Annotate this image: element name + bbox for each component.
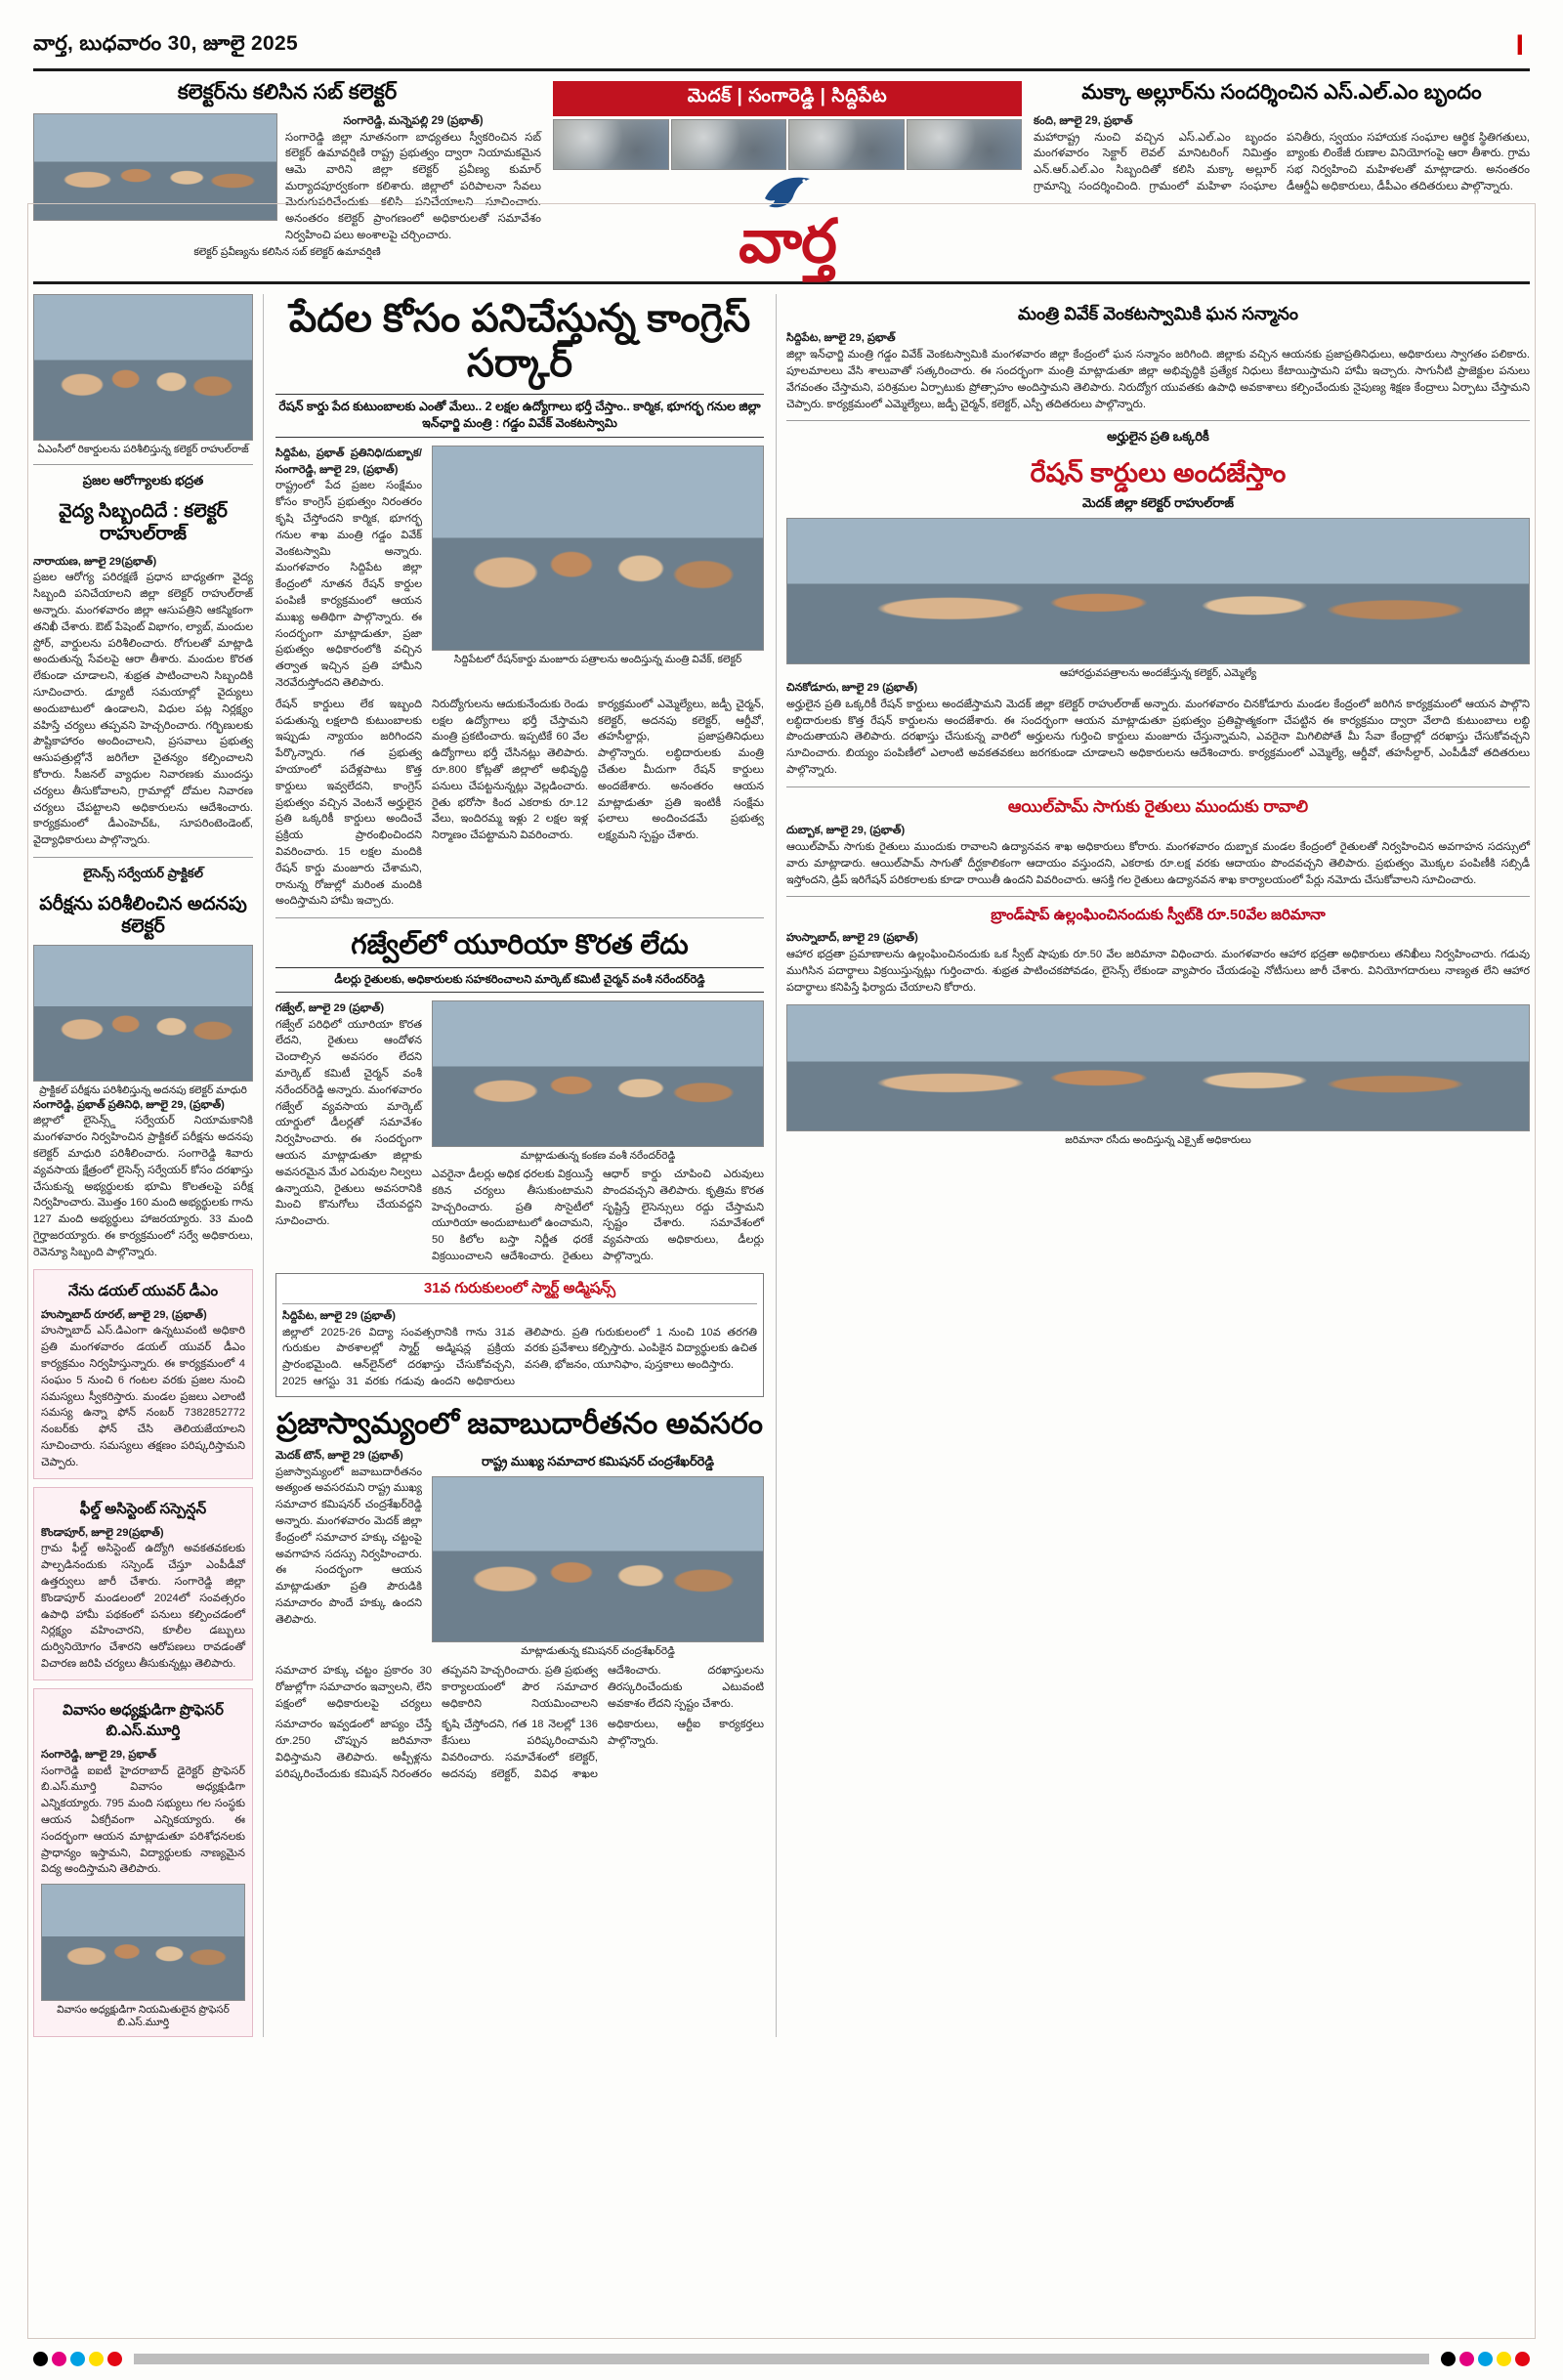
left-kicker-2: లైసెన్స్ సర్వేయర్ ప్రాక్టికల్ bbox=[83, 865, 203, 880]
left-dateline-1: నారాయణ, జూలై 29(ప్రభాత్) bbox=[33, 555, 157, 568]
right-dateline-1: సిద్దిపేట, జూలై 29, ప్రభాత్ bbox=[786, 332, 896, 345]
landmark-thumb-2 bbox=[671, 119, 787, 170]
left-kicker-5: వివాసం అధ్యక్షుడిగా ప్రొఫెసర్ బి.ఎస్.మూర్తి bbox=[63, 1701, 224, 1739]
right-dateline-3: దుబ్బాక, జూలై 29, (ప్రభాత్) bbox=[786, 825, 906, 837]
democracy-headline: ప్రజాస్వామ్యంలో జవాబుదారీతనం అవసరం bbox=[276, 1407, 763, 1440]
right-kicker-2: అర్హులైన ప్రతి ఒక్కరికీ bbox=[1107, 429, 1209, 445]
collector-office-interior-photo bbox=[33, 294, 253, 441]
box-body: జిల్లాలో 2025-26 విద్యా సంవత్సరానికి గాను 31వ గురుకుల పాఠశాలల్లో స్మార్ట్ అడ్మిషన్ల ప్రక్రియ ప్రారంభమైంది. ఆన్‌లైన్‌లో దరఖాస్తు చేసుకోవచ్చని, 2025 ఆగస్టు 31 వరకు గడువు ఉందని అధికారులు తెలిపారు. ప్రతి గురుకులంలో 1 నుంచి 10వ తరగతి వరకు ప్రవేశాలు కల్పిస్తారు. ఎంపికైన విద్యార్థులకు ఉచిత వసతి, భోజనం, యూనిఫాం, పుస్తకాలు అందిస్తారు. bbox=[282, 1326, 757, 1387]
reg-gray-bar bbox=[134, 2354, 1429, 2364]
left-body-2: జిల్లాలో లైసెన్స్డ్ సర్వేయర్ నియామకానికి మంగళవారం నిర్వహించిన ప్రాక్టికల్ పరీక్షను అదనపు కలెక్టర్ మాధురి పరిశీలించారు. సంగారెడ్డి శివారు వ్యవసాయ క్షేత్రంలో లైసెన్స్ సర్వేయర్ కోసం దరఖాస్తు చేసుకున్న అభ్యర్థులకు భూమి కొలతలపై పరీక్ష నిర్వహించారు. మొత్తం 160 మంది అభ్యర్థులకు గాను 127 మంది అభ్యర్థులు హాజరయ్యారు. 33 మంది గైర్హాజరయ్యారు. ఈ కార్యక్రమంలో సర్వే అధికారులు, రెవెన్యూ సిబ్బంది పాల్గొన్నారు. bbox=[33, 1115, 253, 1258]
reg-dot-red bbox=[107, 2352, 122, 2366]
left-caption-1: ఏఎంసీలో రికార్డులను పరిశీలిస్తున్న కలెక్టర్ రాహుల్‌రాజ్ bbox=[37, 443, 249, 455]
main-content bbox=[33, 294, 1530, 2038]
reg-dot-black bbox=[33, 2352, 48, 2366]
felicitation-group-photo bbox=[41, 1884, 245, 2001]
box-headline: 31వ గురుకులంలో స్మార్ట్ అడ్మిషన్స్ bbox=[282, 1280, 757, 1304]
left-dateline-4: కొండాపూర్, జూలై 29(ప్రభాత్) bbox=[41, 1526, 164, 1539]
left-head-2: పరీక్షను పరిశీలించిన అదనపు కలెక్టర్ bbox=[39, 893, 247, 937]
middle-column bbox=[275, 294, 764, 2038]
header-right-story bbox=[1034, 81, 1530, 272]
header-left-body: సంగారెడ్డి జిల్లా నూతనంగా బాధ్యతలు స్వీకరించిన సబ్ కలెక్టర్ ఉమావర్షిణి రాష్ట్ర ప్రభుత్వం ద్వారా నియామకమైన ఆమె వారిని జిల్లా కలెక్టర్ ప్రవీణ్య కుమార్ మర్యాదపూర్వకంగా కలిశారు. జిల్లాలో పరిపాలనా సేవలు మెరుగుపరిచేందుకు కలిసి పనిచేయాలని సూచించారు. అనంతరం కలెక్టర్ ప్రాంగణంలో అధికారులతో సమావేశం నిర్వహించి పలు అంశాలపై చర్చించారు. bbox=[285, 131, 541, 241]
dove-icon bbox=[761, 173, 814, 212]
democracy-body-3: సమాచారం ఇవ్వడంలో జాప్యం చేస్తే రూ.250 చొప్పున జరిమానా విధిస్తామని తెలిపారు. అప్పీళ్లను పరిష్కరించేందుకు కమిషన్ నిరంతరం కృషి చేస్తోందని, గత 18 నెలల్లో 136 కేసులు పరిష్కరించామని వివరించారు. సమావేశంలో కలెక్టర్, అదనపు కలెక్టర్, వివిధ శాఖల అధికారులు, ఆర్టీఐ కార్యకర్తలు పాల్గొన్నారు. bbox=[275, 1719, 764, 1780]
reg-dot-cyan-2 bbox=[1478, 2352, 1493, 2366]
header-right-body: మహారాష్ట్ర నుంచి వచ్చిన ఎస్.ఎల్.ఎం బృందం మంగళవారం సెక్టార్ లెవల్ మానిటరింగ్ నిమిత్తం ఎన్.ఆర్.ఎల్.ఎం సిబ్బందితో కలిసి మక్కా అల్లూర్ గ్రామాన్ని సందర్శించింది. గ్రామంలో మహిళా సంఘాల పనితీరు, స్వయం సహాయక సంఘాల ఆర్థిక స్థితిగతులు, బ్యాంకు లింకేజీ రుణాల వినియోగంపై ఆరా తీశారు. గ్రామ సభ నిర్వహించి మహిళలతో మాట్లాడారు. అనంతరం డీఆర్డీఏ అధికారులు, డీపీఎం తదితరులు పాల్గొన్నారు. bbox=[1034, 131, 1530, 192]
right-head-2: రేషన్ కార్డులు అందజేస్తాం bbox=[1030, 458, 1287, 489]
left-brief-2 bbox=[33, 1487, 253, 1680]
header-left-caption: కలెక్టర్ ప్రవీణ్యను కలిసిన సబ్ కలెక్టర్ ఉమావర్షిణి bbox=[193, 246, 381, 259]
lead-subhead: రేషన్ కార్డు పేద కుటుంబాలకు ఎంతో మేలు.. 2 లక్షల ఉద్యోగాలు భర్తీ చేస్తాం.. కార్మిక, భూగర్భ గనుల జిల్లా ఇన్‌ఛార్జి మంత్రి : గడ్డం వివేక్ వెంకటస్వామి bbox=[275, 394, 764, 438]
left-caption-3: వివాసం అధ్యక్షుడిగా నియమితులైన ప్రొఫెసర్ బి.ఎస్.మూర్తి bbox=[57, 2004, 230, 2029]
lead-text-2: రేషన్ కార్డులు లేక ఇబ్బంది పడుతున్న లక్షలాది కుటుంబాలకు ఇప్పుడు న్యాయం జరిగిందని పేర్కొన్నారు. గత ప్రభుత్వ హయాంలో పదేళ్లపాటు కొత్త కార్డులు ఇవ్వలేదని, కాంగ్రెస్ ప్రభుత్వం వచ్చిన వెంటనే అర్హులైన ప్రతి ఒక్కరికీ కార్డులు అందించే ప్రక్రియ ప్రారంభించిందని వివరించారు. 15 లక్షల మందికి రేషన్ కార్డు మంజూరు చేశామని, రానున్న రోజుల్లో మరింత మందికి అందిస్తామని హామీ ఇచ్చారు. bbox=[275, 698, 422, 908]
nameplate-districts: మెదక్ | సంగారెడ్డి | సిద్దిపేట bbox=[553, 81, 1022, 116]
right-caption-4: జరిమానా రసీదు అందిస్తున్న ఎక్సైజ్ అధికారులు bbox=[1065, 1133, 1251, 1146]
survey-exam-inspection-photo bbox=[33, 945, 253, 1082]
header-right-dateline: కంది, జూలై 29, ప్రభాత్ bbox=[1034, 115, 1133, 127]
lead-text-3: నిరుద్యోగులను ఆదుకునేందుకు రెండు లక్షల ఉద్యోగాలు భర్తీ చేస్తామని మంత్రి ప్రకటించారు. ఇప్పటికే 60 వేల ఉద్యోగాలు భర్తీ చేసినట్లు తెలిపారు. రూ.800 కోట్లతో జిల్లాలో అభివృద్ధి పనులు చేపట్టనున్నట్లు వెల్లడించారు. రైతు భరోసా కింద ఎకరాకు రూ.12 వేలు, ఇందిరమ్మ ఇళ్లు 2 లక్షల ఇళ్ల నిర్మాణం చేపట్టామని వివరించారు. bbox=[432, 698, 588, 842]
press-conference-dais-photo bbox=[432, 1476, 764, 1642]
left-head-1: వైద్య సిబ్బందిదే : కలెక్టర్ రాహుల్‌రాజ్ bbox=[59, 501, 228, 544]
lead-text-4: కార్యక్రమంలో ఎమ్మెల్యేలు, జడ్పీ చైర్మన్, కలెక్టర్, అదనపు కలెక్టర్, ఆర్డీవో, తహసీల్దార్లు, ప్రజాప్రతినిధులు పాల్గొన్నారు. లబ్ధిదారులకు మంత్రి చేతుల మీదుగా రేషన్ కార్డులు అందజేశారు. అనంతరం ఆయన మాట్లాడుతూ ప్రతి ఇంటికీ సంక్షేమ ఫలాలు అందించడమే ప్రభుత్వ లక్ష్యమని స్పష్టం చేశారు. bbox=[598, 698, 764, 842]
shop-inspection-photo bbox=[786, 1004, 1530, 1131]
left-dateline-3: హుస్నాబాద్ రూరల్, జూలై 29, (ప్రభాత్) bbox=[41, 1308, 207, 1321]
urea-dateline: గజ్వేల్, జూలై 29 (ప్రభాత్) bbox=[275, 1001, 385, 1014]
color-registration-bar bbox=[33, 2352, 1530, 2366]
landmark-thumb-3 bbox=[788, 119, 905, 170]
left-body-4: గ్రామ ఫీల్డ్ అసిస్టెంట్ ఉద్యోగి అవకతవకలకు పాల్పడినందుకు సస్పెండ్ చేస్తూ ఎంపీడీవో ఉత్తర్వులు జారీ చేశారు. సంగారెడ్డి జిల్లా కొండాపూర్ మండలంలో 2024లో సంవత్సరం ఉపాధి హామీ పథకంలో పనులు కల్పించడంలో నిర్లక్ష్యం వహించారని, కూలీల డబ్బులు దుర్వినియోగం చేశారని ఆరోపణలు రావడంతో విచారణ జరిపి చర్యలు తీసుకున్నట్లు తెలిపారు. bbox=[41, 1543, 245, 1670]
minister-distributing-ration-cards bbox=[432, 446, 764, 651]
reg-dot-yellow bbox=[89, 2352, 104, 2366]
header-right-title: మక్కా అల్లూర్‌ను సందర్శించిన ఎస్.ఎల్.ఎం బృందం bbox=[1081, 81, 1482, 104]
left-kicker-4: ఫీల్డ్ అసిస్టెంట్ సస్పెన్షన్ bbox=[79, 1500, 207, 1517]
right-dateline-4: హుస్నాబాద్, జూలై 29 (ప్రభాత్) bbox=[786, 932, 918, 945]
left-caption-2: ప్రాక్టికల్ పరీక్షను పరిశీలిస్తున్న అదనపు కలెక్టర్ మాధురి bbox=[39, 1084, 247, 1096]
democracy-caption: మాట్లాడుతున్న కమిషనర్ చంద్రశేఖర్‌రెడ్డి bbox=[521, 1644, 675, 1657]
left-body-3: హుస్నాబాద్ ఎస్.డిఎంగా ఉన్నటువంటి అధికారి ప్రతి మంగళవారం డయల్ యువర్ డీఎం కార్యక్రమం నిర్వహిస్తున్నారు. ఈ కార్యక్రమంలో 4 సంఘం 5 నుంచి 6 గంటల వరకు ప్రజల నుంచి సమస్యలు స్వీకరిస్తారు. మండల ప్రజలు ఎలాంటి సమస్య ఉన్నా ఫోన్ నంబర్ 7382852772 నంబర్‌కు ఫోన్ చేసి తెలియజేయాలని సూచించారు. సమస్యలు తక్షణం పరిష్కరిస్తామని చెప్పారు. bbox=[41, 1325, 245, 1468]
left-body-1: ప్రజల ఆరోగ్య పరిరక్షణే ప్రధాన బాధ్యతగా వైద్య సిబ్బంది పనిచేయాలని జిల్లా కలెక్టర్ రాహుల్‌రాజ్ అన్నారు. మంగళవారం జిల్లా ఆసుపత్రిని ఆకస్మికంగా తనిఖీ చేశారు. ఔట్ పేషెంట్ విభాగం, ల్యాబ్, మందుల స్టోర్, వార్డులను పరిశీలించారు. రోగులతో మాట్లాడి అందుతున్న సేవలపై ఆరా తీశారు. మందుల కొరత లేకుండా చూడాలని, శుభ్రత పాటించాలని సిబ్బందికి సూచించారు. డ్యూటీ సమయాల్లో వైద్యులు అందుబాటులో ఉండాలని, విధుల పట్ల నిర్లక్ష్యం వహిస్తే చర్యలు తప్పవని హెచ్చరించారు. గర్భిణులకు పౌష్టికాహారం అందించాలని, ప్రసవాలు ప్రభుత్వ ఆసుపత్రుల్లోనే జరిగేలా చైతన్యం కల్పించాలని కోరారు. సీజనల్ వ్యాధుల నివారణకు ముందస్తు చర్యలు తీసుకోవాలని, గ్రామాల్లో దోమల నివారణ చర్యలు చేపట్టాలని అధికారులను ఆదేశించారు. కార్యక్రమంలో డీఎంహెచ్ఓ, సూపరింటెండెంట్, వైద్యాధికారులు పాల్గొన్నారు. bbox=[33, 572, 253, 847]
nameplate-logo: వార్త bbox=[739, 208, 836, 276]
landmark-thumb-1 bbox=[553, 119, 669, 170]
header-left-title: కలెక్టర్‌ను కలిసిన సబ్ కలెక్టర్ bbox=[177, 81, 398, 104]
right-head-1: మంత్రి వివేక్ వెంకటస్వామికి ఘన సన్మానం bbox=[1017, 303, 1299, 323]
right-caption-2: ఆహారధ్రువపత్రాలను అందజేస్తున్న కలెక్టర్, ఎమ్మెల్యే bbox=[1059, 666, 1257, 679]
left-brief-1 bbox=[33, 1269, 253, 1479]
lead-headline: పేదల కోసం పనిచేస్తున్న కాంగ్రెస్ సర్కార్ bbox=[288, 296, 751, 385]
officials-meeting-photo bbox=[33, 113, 277, 221]
urea-caption: మాట్లాడుతున్న కంకణ వంశీ నరేందర్‌రెడ్డి bbox=[520, 1149, 676, 1162]
issue-date: వార్త, బుధవారం 30, జూలై 2025 bbox=[33, 31, 298, 55]
ration-card-distribution-photo bbox=[786, 518, 1530, 664]
right-subhead-2: మెదక్ జిల్లా కలెక్టర్ రాహుల్‌రాజ్ bbox=[1081, 494, 1235, 510]
page-number: I bbox=[1515, 29, 1524, 62]
urea-subhead: డీలర్లు రైతులకు, అధికారులకు సహకరించాలని మార్కెట్ కమిటీ చైర్మన్ వంశీ నరేందర్‌రెడ్డి bbox=[275, 967, 764, 993]
header-left-dateline: సంగారెడ్డి, మన్నెపల్లి 29 (ప్రభాత్‌) bbox=[343, 115, 484, 127]
right-body-1: జిల్లా ఇన్‌ఛార్జి మంత్రి గడ్డం వివేక్ వెంకటస్వామికి మంగళవారం జిల్లా కేంద్రంలో ఘన సన్మానం జరిగింది. జిల్లాకు వచ్చిన ఆయనకు ప్రజాప్రతినిధులు, అధికారులు స్వాగతం పలికారు. పూలమాలలు వేసి శాలువాతో సత్కరించారు. ఈ సందర్భంగా మంత్రి మాట్లాడుతూ జిల్లా అభివృద్ధికి ప్రత్యేక నిధులు కేటాయిస్తామని హామీ ఇచ్చారు. సాగునీటి ప్రాజెక్టుల పనులు వేగవంతం చేస్తామని, పరిశ్రమల ఏర్పాటుకు ప్రోత్సాహం అందిస్తామని తెలిపారు. నిరుద్యోగ యువతకు ఉపాధి అవకాశాలు కల్పించేందుకు నైపుణ్య శిక్షణ కేంద్రాలు ఏర్పాటు చేస్తామని చెప్పారు. కార్యక్రమంలో ఎమ్మెల్యేలు, జడ్పీ చైర్మన్, కలెక్టర్, ఎస్పీ తదితరులు పాల్గొన్నారు. bbox=[786, 349, 1530, 410]
landmark-thumb-4 bbox=[907, 119, 1023, 170]
left-kicker-3: నేను డయల్ యువర్ డీఎం bbox=[67, 1282, 219, 1299]
reg-dot-cyan bbox=[70, 2352, 85, 2366]
urea-body-2: ఎవరైనా డీలర్లు అధిక ధరలకు విక్రయిస్తే కఠిన చర్యలు తీసుకుంటామని హెచ్చరించారు. ప్రతి సొసైటీలో యూరియా అందుబాటులో ఉంచామని, 50 కిలోల బస్తా నిర్ణీత ధరకే విక్రయించాలని ఆదేశించారు. రైతులు ఆధార్ కార్డు చూపించి ఎరువులు పొందవచ్చని తెలిపారు. కృత్రిమ కొరత సృష్టిస్తే లైసెన్సులు రద్దు చేస్తామని స్పష్టం చేశారు. సమావేశంలో వ్యవసాయ అధికారులు, డీలర్లు పాల్గొన్నారు. bbox=[432, 1169, 764, 1262]
gurukul-admissions-box bbox=[275, 1273, 764, 1397]
reg-dot-yellow-2 bbox=[1497, 2352, 1511, 2366]
nameplate bbox=[553, 81, 1022, 276]
nameplate-thumbnails bbox=[553, 119, 1022, 170]
right-head-4: బ్రాండ్‌షాప్ ఉల్లంఘించినందుకు స్వీట్‌కి రూ.50వేల జరిమానా bbox=[991, 907, 1326, 924]
right-body-4: ఆహార భద్రతా ప్రమాణాలను ఉల్లంఘించినందుకు ఒక స్వీట్ షాపుకు రూ.50 వేల జరిమానా విధించారు. మంగళవారం ఆహార భద్రతా అధికారులు తనిఖీలు నిర్వహించారు. గడువు ముగిసిన పదార్థాలు విక్రయిస్తున్నట్లు గుర్తించారు. శుభ్రత పాటించకపోవడం, లైసెన్స్ లేకుండా వ్యాపారం చేయడంపై నోటీసులు జారీ చేశారు. వినియోగదారులు నాణ్యత లేని ఆహార పదార్థాలు కనిపిస్తే ఫిర్యాదు చేయాలని కోరారు. bbox=[786, 949, 1530, 994]
reg-dot-black-2 bbox=[1441, 2352, 1456, 2366]
right-column bbox=[776, 294, 1530, 2038]
democracy-body-1: ప్రజాస్వామ్యంలో జవాబుదారీతనం అత్యంత అవసరమని రాష్ట్ర ముఖ్య సమాచార కమిషనర్ చంద్రశేఖర్‌రెడ్డి అన్నారు. మంగళవారం మెదక్ జిల్లా కేంద్రంలో సమాచార హక్కు చట్టంపై అవగాహన సదస్సు నిర్వహించారు. ఈ సందర్భంగా ఆయన మాట్లాడుతూ ప్రతి పౌరుడికి సమాచారం పొందే హక్కు ఉందని తెలిపారు. bbox=[275, 1466, 422, 1626]
democracy-dateline: మెదక్ టౌన్, జూలై 29 (ప్రభాత్) bbox=[275, 1449, 403, 1462]
democracy-subhead: రాష్ట్ర ముఖ్య సమాచార కమిషనర్ చంద్రశేఖర్‌రెడ్డి bbox=[481, 1453, 715, 1468]
left-body-5: సంగారెడ్డి ఐఐటీ హైదరాబాద్ డైరెక్టర్ ప్రొఫెసర్ బి.ఎస్.మూర్తి వివాసం అధ్యక్షుడిగా ఎన్నికయ్యారు. 795 మంది సభ్యులు గల సంస్థకు ఆయన ఏకగ్రీవంగా ఎన్నికయ్యారు. ఈ సందర్భంగా ఆయన మాట్లాడుతూ పరిశోధనలకు ప్రాధాన్యం ఇస్తామని, విద్యార్థులకు నాణ్యమైన విద్య అందిస్తామని తెలిపారు. bbox=[41, 1764, 245, 1876]
reg-dot-magenta-2 bbox=[1459, 2352, 1474, 2366]
right-body-2: అర్హులైన ప్రతి ఒక్కరికీ రేషన్ కార్డులు అందజేస్తామని మెదక్ జిల్లా కలెక్టర్ రాహుల్‌రాజ్ అన్నారు. మంగళవారం చినకోడూరు మండల కేంద్రంలో జరిగిన కార్యక్రమంలో ఆయన పాల్గొని లబ్ధిదారులకు కొత్త రేషన్ కార్డులను అందజేశారు. ఈ సందర్భంగా ఆయన మాట్లాడుతూ ప్రభుత్వం ప్రతిష్టాత్మకంగా చేపట్టిన ఈ కార్యక్రమం ద్వారా వేలాది కుటుంబాలు లబ్ధి పొందుతాయని తెలిపారు. దరఖాస్తు చేసుకున్న వారిలో అర్హులను గుర్తించి కార్డులు మంజూరు చేస్తున్నామని, ఎవరైనా మిగిలిపోతే మీ సేవా కేంద్రాల్లో దరఖాస్తు చేసుకోవచ్చని సూచించారు. బియ్యం పంపిణీలో ఎలాంటి అవకతవకలు జరగకుండా చూడాలని అధికారులను ఆదేశించారు. కార్యక్రమంలో ఎమ్మెల్యే, ఆర్డీవో, తహసీల్దార్, ఎంపీడీవో తదితరులు పాల్గొన్నారు. bbox=[786, 698, 1530, 776]
urea-headline: గజ్వేల్‌లో యూరియా కొరత లేదు bbox=[351, 929, 689, 960]
lead-text-1: రాష్ట్రంలో పేద ప్రజల సంక్షేమం కోసం కాంగ్రెస్ ప్రభుత్వం నిరంతరం కృషి చేస్తోందని కార్మిక, భూగర్భ గనుల శాఖ మంత్రి గడ్డం వివేక్ వెంకటస్వామి అన్నారు. మంగళవారం సిద్దిపేట జిల్లా కేంద్రంలో నూతన రేషన్ కార్డుల పంపిణీ కార్యక్రమంలో ఆయన ముఖ్య అతిథిగా పాల్గొన్నారు. ఈ సందర్భంగా మాట్లాడుతూ, ప్రజా ప్రభుత్వం అధికారంలోకి వచ్చిన తర్వాత ఇచ్చిన ప్రతి హామీని నెరవేరుస్తోందని తెలిపారు. bbox=[275, 480, 422, 690]
reg-dot-magenta bbox=[52, 2352, 66, 2366]
left-dateline-5: సంగారెడ్డి, జూలై 29, ప్రభాత్ bbox=[41, 1748, 157, 1761]
box-dateline: సిద్దిపేట, జూలై 29 (ప్రభాత్) bbox=[282, 1309, 396, 1322]
left-dateline-2: సంగారెడ్డి, ప్రభాత్ ప్రతినిధి, జూలై 29, (ప్రభాత్) bbox=[33, 1098, 225, 1111]
page-topbar bbox=[33, 29, 1530, 71]
left-column bbox=[33, 294, 264, 2038]
urea-body-1: గజ్వేల్ పరిధిలో యూరియా కొరత లేదని, రైతులు ఆందోళన చెందాల్సిన అవసరం లేదని మార్కెట్ కమిటీ చైర్మన్ వంశీ నరేందర్‌రెడ్డి అన్నారు. మంగళవారం గజ్వేల్ వ్యవసాయ మార్కెట్ యార్డులో డీలర్లతో సమావేశం నిర్వహించారు. ఈ సందర్భంగా ఆయన మాట్లాడుతూ జిల్లాకు అవసరమైన మేర ఎరువుల నిల్వలు ఉన్నాయని, రైతులు అవసరానికి మించి కొనుగోలు చేయవద్దని సూచించారు. bbox=[275, 1018, 422, 1228]
lead-dateline: సిద్దిపేట, ప్రభాత్ ప్రతినిధి/దుబ్బాక/సంగారెడ్డి, జూలై 29, (ప్రభాత్) bbox=[275, 446, 422, 476]
right-dateline-2: చినకోడూరు, జూలై 29 (ప్రభాత్) bbox=[786, 681, 918, 694]
left-kicker-1: ప్రజల ఆరోగ్యాలకు భద్రత bbox=[82, 473, 204, 489]
right-head-3: ఆయిల్‌పామ్ సాగుకు రైతులు ముందుకు రావాలి bbox=[1007, 796, 1309, 816]
democracy-body-2: సమాచార హక్కు చట్టం ప్రకారం 30 రోజుల్లోగా సమాచారం ఇవ్వాలని, లేని పక్షంలో అధికారులపై చర్యలు తప్పవని హెచ్చరించారు. ప్రతి ప్రభుత్వ కార్యాలయంలో పౌర సమాచార అధికారిని నియమించాలని ఆదేశించారు. దరఖాస్తులను తిరస్కరించేందుకు ఎటువంటి అవకాశం లేదని స్పష్టం చేశారు. bbox=[275, 1664, 764, 1710]
market-committee-meeting-photo bbox=[432, 1000, 764, 1147]
left-brief-3 bbox=[33, 1688, 253, 2038]
header-left-story bbox=[33, 81, 541, 272]
lead-caption: సిద్దిపేటలో రేషన్‌కార్డు మంజూరు పత్రాలను అందిస్తున్న మంత్రి వివేక్, కలెక్టర్ bbox=[453, 653, 742, 665]
masthead-band bbox=[33, 81, 1530, 284]
right-body-3: ఆయిల్‌పామ్ సాగుకు రైతులు ముందుకు రావాలని ఉద్యానవన శాఖ అధికారులు కోరారు. మంగళవారం దుబ్బాక మండల కేంద్రంలో రైతులతో నిర్వహించిన అవగాహన సదస్సులో వారు మాట్లాడారు. ఆయిల్‌పామ్ సాగుతో దీర్ఘకాలికంగా ఆదాయం వస్తుందని, ఎకరాకు రూ.లక్ష వరకు ఆదాయం పొందవచ్చని తెలిపారు. ప్రభుత్వం మొక్కల పంపిణీకి సబ్సిడీ ఇస్తోందని, డ్రిప్ ఇరిగేషన్ పరికరాలకు కూడా రాయితీ ఉందని వివరించారు. ఆసక్తి గల రైతులు ఉద్యానవన శాఖ కార్యాలయంలో పేర్లు నమోదు చేసుకోవాలని సూచించారు. bbox=[786, 840, 1530, 886]
reg-dot-red-2 bbox=[1515, 2352, 1530, 2366]
